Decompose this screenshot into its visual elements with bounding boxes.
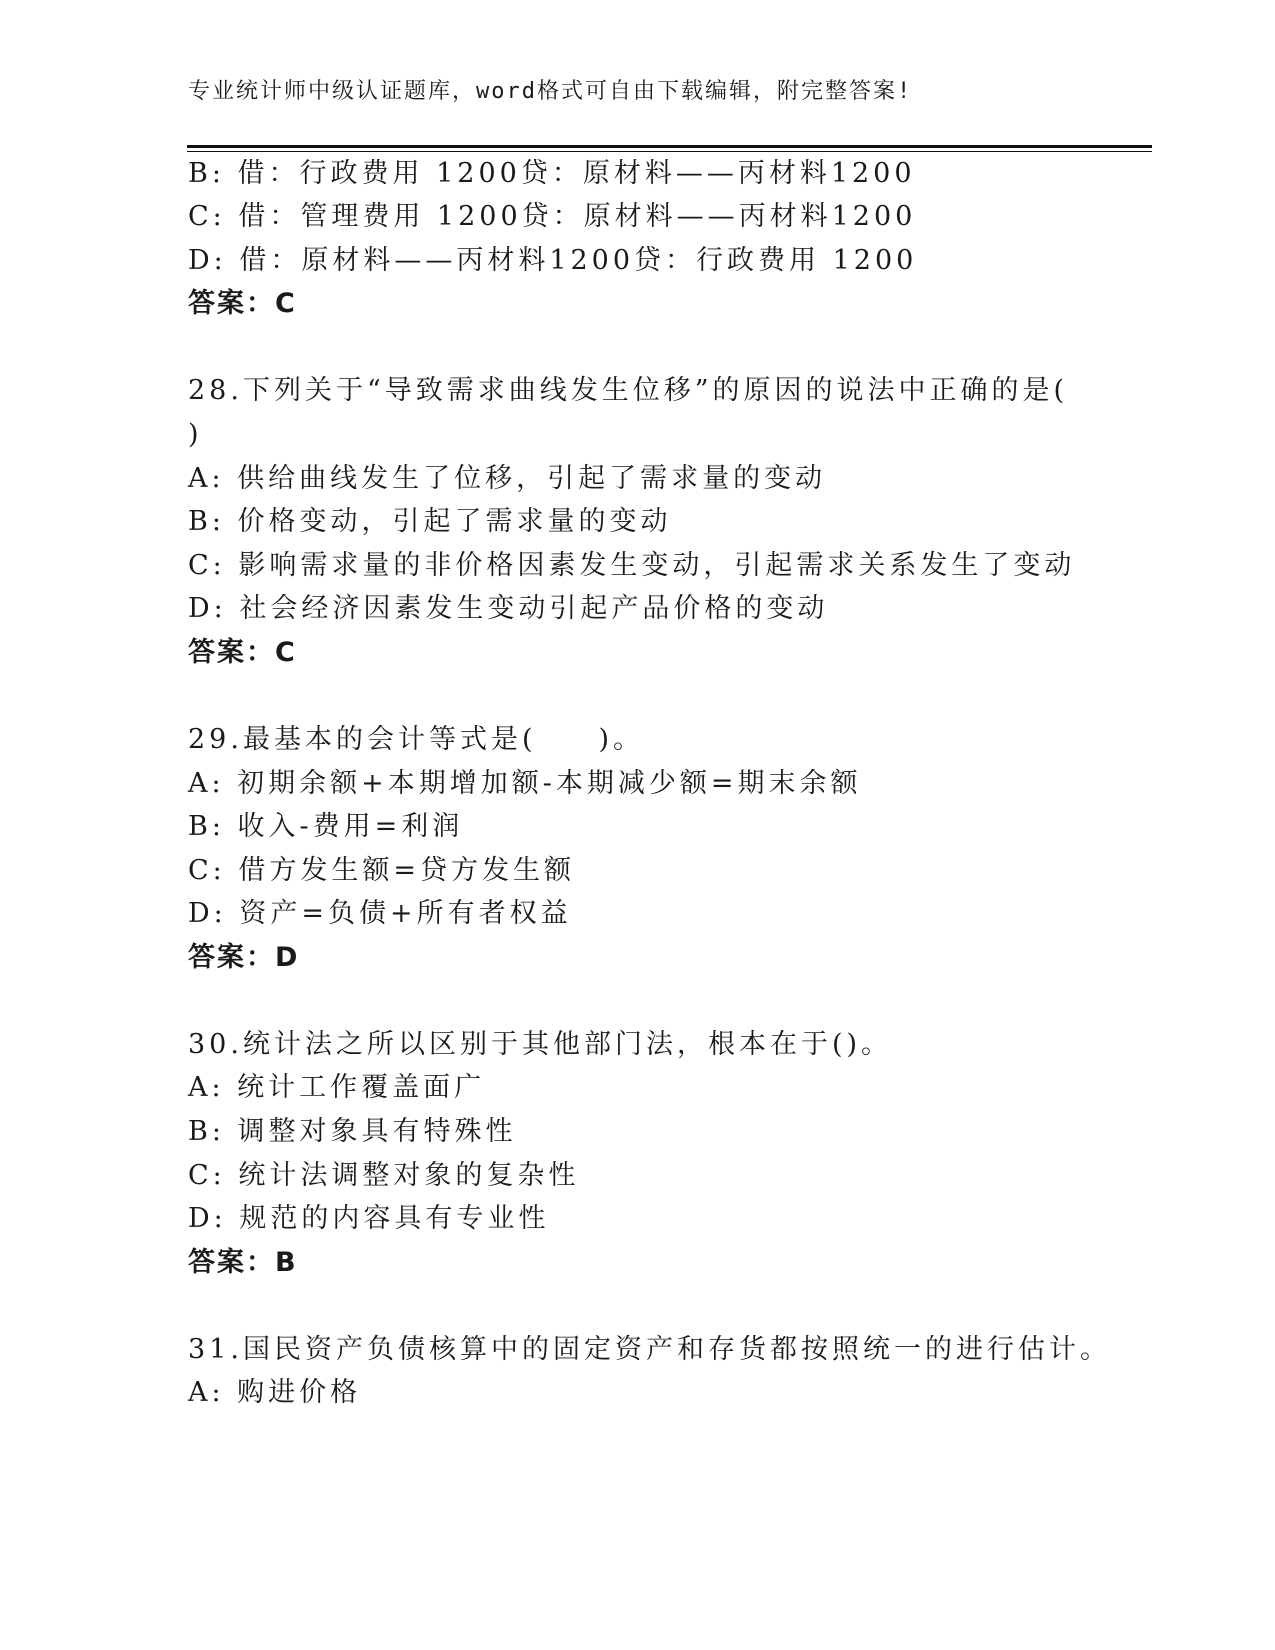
q28-option-c: C: 影响需求量的非价格因素发生变动，引起需求关系发生了变动 (188, 550, 1076, 581)
q31-stem: 31.国民资产负债核算中的固定资产和存货都按照统一的进行估计。 (188, 1334, 1111, 1365)
q30-option-c: C: 统计法调整对象的复杂性 (188, 1160, 580, 1191)
q27-answer: 答案：C (188, 288, 297, 319)
q29-option-c: C: 借方发生额=贷方发生额 (188, 855, 575, 886)
q28-option-d: D: 社会经济因素发生变动引起产品价格的变动 (188, 593, 829, 624)
q28-stem-line2: ) (188, 419, 203, 450)
q30-stem: 30.统计法之所以区别于其他部门法，根本在于()。 (188, 1029, 893, 1060)
q30-answer: 答案：B (188, 1247, 298, 1278)
q28-answer: 答案：C (188, 637, 297, 668)
q30-option-a: A: 统计工作覆盖面广 (188, 1072, 486, 1103)
q27-option-b: B: 借：行政费用 1200贷：原材料——丙材料1200 (188, 158, 916, 189)
q29-option-a: A: 初期余额+本期增加额-本期减少额=期末余额 (188, 768, 862, 799)
q30-option-d: D: 规范的内容具有专业性 (188, 1203, 550, 1234)
header-divider-thick (187, 145, 1152, 148)
q27-option-d: D: 借：原材料——丙材料1200贷：行政费用 1200 (188, 245, 918, 276)
q29-option-d: D: 资产=负债+所有者权益 (188, 898, 572, 929)
q29-answer: 答案：D (188, 942, 300, 973)
q29-option-b: B: 收入-费用=利润 (188, 811, 464, 842)
q29-stem: 29.最基本的会计等式是( )。 (188, 724, 645, 755)
q27-option-c: C: 借：管理费用 1200贷：原材料——丙材料1200 (188, 201, 917, 232)
q28-option-a: A: 供给曲线发生了位移，引起了需求量的变动 (188, 463, 827, 494)
q30-option-b: B: 调整对象具有特殊性 (188, 1116, 517, 1147)
header-divider-thin (187, 151, 1152, 152)
page-header: 专业统计师中级认证题库，word格式可自由下载编辑，附完整答案! (188, 79, 913, 104)
q28-stem-line1: 28.下列关于“导致需求曲线发生位移”的原因的说法中正确的是( (188, 375, 1069, 406)
q28-option-b: B: 价格变动，引起了需求量的变动 (188, 506, 672, 537)
q31-option-a: A: 购进价格 (188, 1377, 362, 1408)
